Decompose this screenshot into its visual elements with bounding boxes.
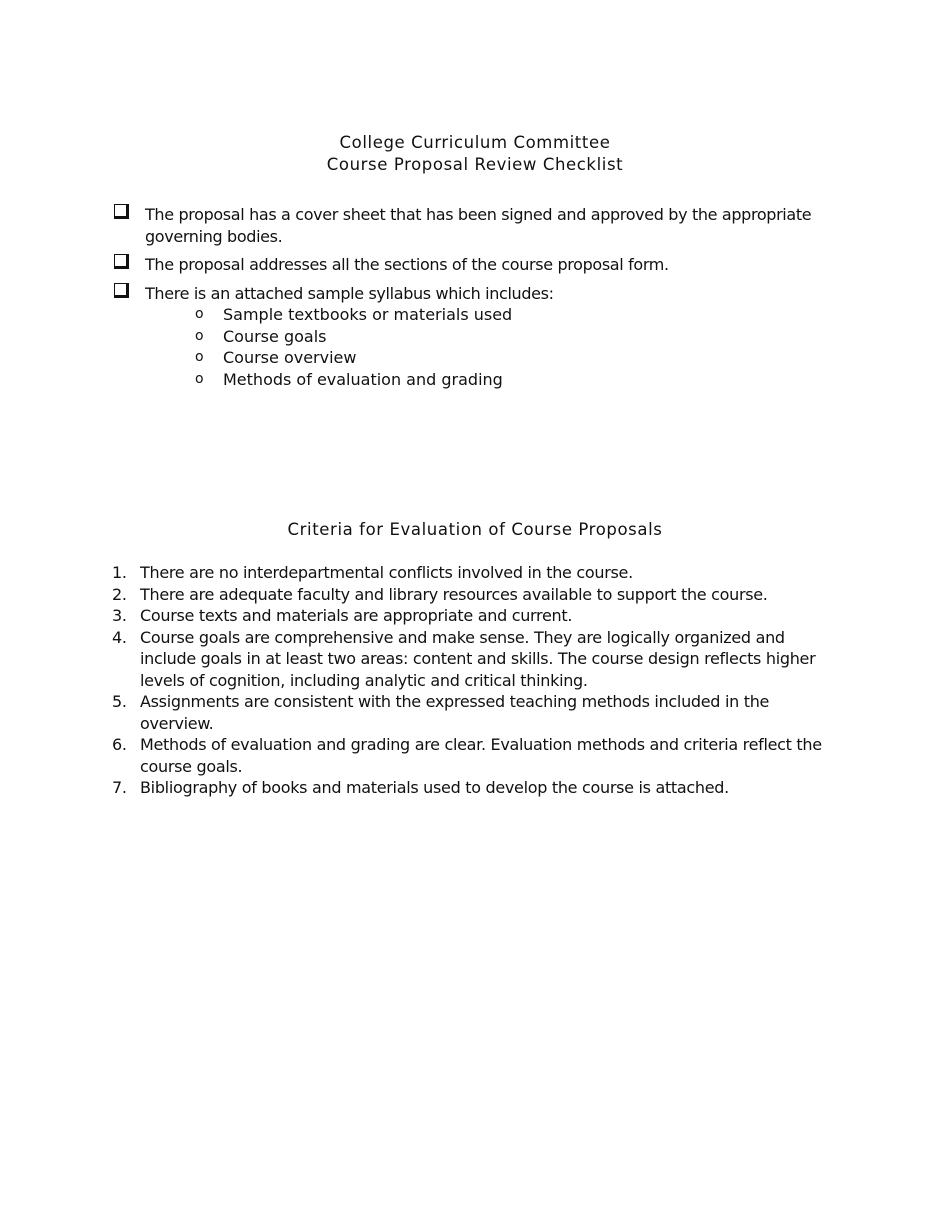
sublist-item [195, 369, 832, 391]
sublist-item [195, 347, 832, 369]
criteria-number: 7. [112, 778, 127, 797]
criteria-item [112, 584, 832, 606]
review-checklist [112, 204, 832, 390]
criteria-item [112, 777, 832, 799]
criteria-item [112, 605, 832, 627]
criteria-text: There are adequate faculty and library resources available to support the course. [140, 584, 768, 604]
document-header [0, 132, 950, 175]
criteria-text: Course goals are comprehensive and make sense. They are logically organized and include goals in at least two areas: content and skills. The course design reflects higher levels of cognition, including analytic and critical thinking. [140, 627, 816, 690]
criteria-number: 1. [112, 563, 127, 582]
criteria-text: There are no interdepartmental conflicts involved in the course. [140, 563, 633, 582]
criteria-number: 5. [112, 692, 127, 711]
criteria-list [112, 562, 832, 799]
sublist-item-text: Methods of evaluation and grading [223, 369, 503, 389]
checkbox-icon[interactable] [114, 204, 129, 219]
criteria-text: Assignments are consistent with the expressed teaching methods included in the overview. [140, 692, 770, 733]
criteria-number: 4. [112, 627, 127, 647]
checklist-item-text: The proposal has a cover sheet that has been signed and approved by the appropriate governing bodies. [145, 205, 812, 246]
checklist-item-text: The proposal addresses all the sections of the course proposal form. [145, 255, 669, 274]
criteria-item [112, 562, 832, 584]
criteria-item [112, 734, 832, 777]
checklist-item-text: There is an attached sample syllabus which includes: [145, 283, 554, 303]
sublist-item-text: Course overview [223, 348, 357, 367]
sublist-item-text: Course goals [223, 326, 327, 346]
criteria-item [112, 691, 832, 734]
hollow-bullet-icon: o [195, 370, 204, 387]
criteria-number: 2. [112, 584, 127, 604]
sublist-item-text: Sample textbooks or materials used [223, 305, 513, 324]
hollow-bullet-icon: o [195, 306, 204, 322]
checklist-title: Course Proposal Review Checklist [326, 154, 624, 174]
hollow-bullet-icon: o [195, 327, 204, 344]
checklist-item [112, 283, 832, 391]
criteria-title: Criteria for Evaluation of Course Proposals [287, 520, 663, 539]
hollow-bullet-icon: o [195, 349, 204, 365]
sublist-item [195, 326, 832, 348]
criteria-text: Methods of evaluation and grading are clear. Evaluation methods and criteria reflect the course goals. [140, 735, 822, 776]
committee-title: College Curriculum Committee [339, 133, 611, 152]
criteria-item [112, 627, 832, 692]
checkbox-icon[interactable] [114, 254, 129, 269]
checklist-item [112, 204, 832, 247]
checkbox-icon[interactable] [114, 283, 129, 298]
syllabus-sublist [195, 304, 832, 390]
criteria-text: Course texts and materials are appropriate and current. [140, 606, 573, 625]
criteria-text: Bibliography of books and materials used to develop the course is attached. [140, 778, 729, 797]
criteria-number: 6. [112, 735, 127, 754]
criteria-number: 3. [112, 606, 127, 625]
checklist-item [112, 254, 832, 276]
sublist-item [195, 304, 832, 326]
